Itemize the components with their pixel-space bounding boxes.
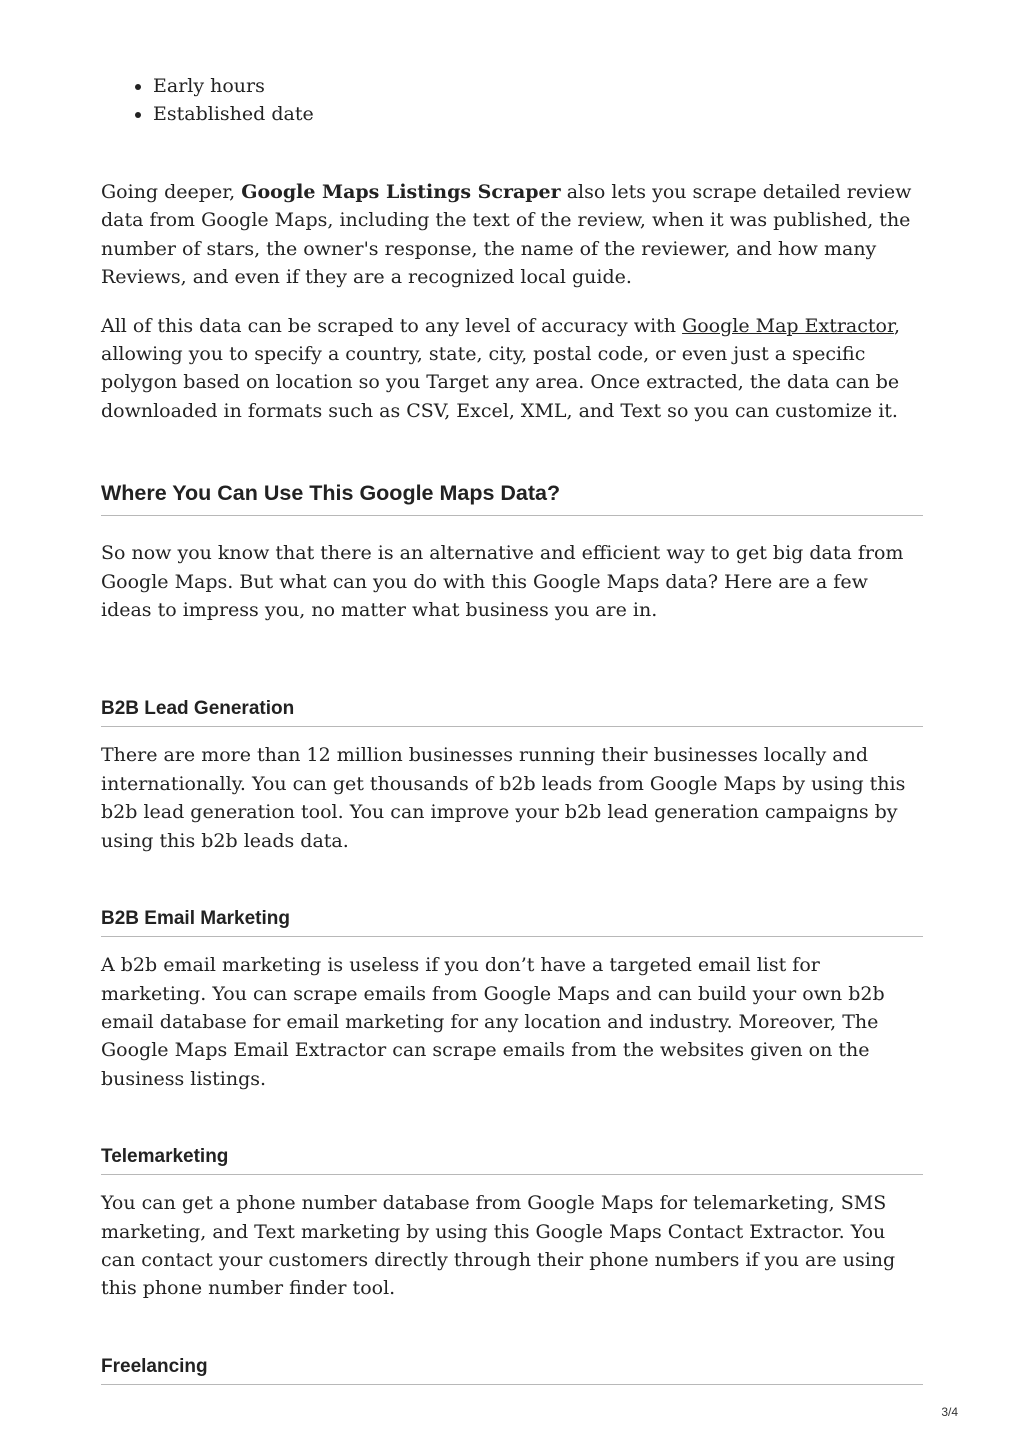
subsection-body-b2b-email-marketing: A b2b email marketing is useless if you don’t have a targeted email list for marketing. You can scrape emails from Google Maps and can build your own b2b email database for email marketing for any location and industry. Moreover, The Google Maps Email Extractor can scrape emails from the websites given on the business listings. xyxy=(101,954,885,1090)
subsection-heading-b2b-email-marketing: B2B Email Marketing xyxy=(101,907,923,937)
intro-suffix: also lets you scrape detailed review data from Google Maps, including the text of the review, when it was published, the number of stars, the owner's response, the name of the reviewer, and how many Reviews, and even if they are a recognized local guide. xyxy=(101,181,912,289)
bullet-item: • Early hours xyxy=(153,72,923,100)
subsection-heading-freelancing: Freelancing xyxy=(101,1355,923,1385)
accuracy-prefix: All of this data can be scraped to any level of accuracy with xyxy=(101,314,683,337)
intro-prefix: Going deeper, xyxy=(101,181,242,203)
bullet-item: • Established date xyxy=(153,100,923,128)
subsection-body-b2b-lead-generation: There are more than 12 million businesses running their businesses locally and internationally. You can get thousands of b2b leads from Google Maps by using this b2b lead generation tool. You can improve your b2b lead generation campaigns by using this b2b leads data. xyxy=(101,744,906,852)
accuracy-paragraph xyxy=(101,312,923,426)
intro-paragraph xyxy=(101,178,923,292)
accuracy-suffix: , allowing you to specify a country, state, city, postal code, or even just a specific polygon based on location so you Target any area. Once extracted, the data can be downloaded in formats such as CSV, Excel, XML, and Text so you can customize it. xyxy=(101,314,901,422)
document-page xyxy=(101,0,923,1385)
subsection-heading-telemarketing: Telemarketing xyxy=(101,1145,923,1175)
google-map-extractor-link[interactable]: Google Map Extractor xyxy=(682,314,894,337)
section-body: So now you know that there is an alternative and efficient way to get big data from Google Maps. But what can you do with this Google Maps data? Here are a few ideas to impress you, no matter what business you are in. xyxy=(101,542,904,622)
section-heading: Where You Can Use This Google Maps Data? xyxy=(101,479,923,516)
subsection-heading-b2b-lead-generation: B2B Lead Generation xyxy=(101,697,923,727)
page-number: 3/4 xyxy=(941,1405,958,1419)
subsection-body-telemarketing: You can get a phone number database from Google Maps for telemarketing, SMS marketing, and Text marketing by using this Google Maps Contact Extractor. You can contact your customers directly through their phone numbers if you are using this phone number finder tool. xyxy=(101,1192,896,1300)
intro-bold-product: Google Maps Listings Scraper xyxy=(241,181,561,203)
feature-bullet-list xyxy=(101,72,923,128)
